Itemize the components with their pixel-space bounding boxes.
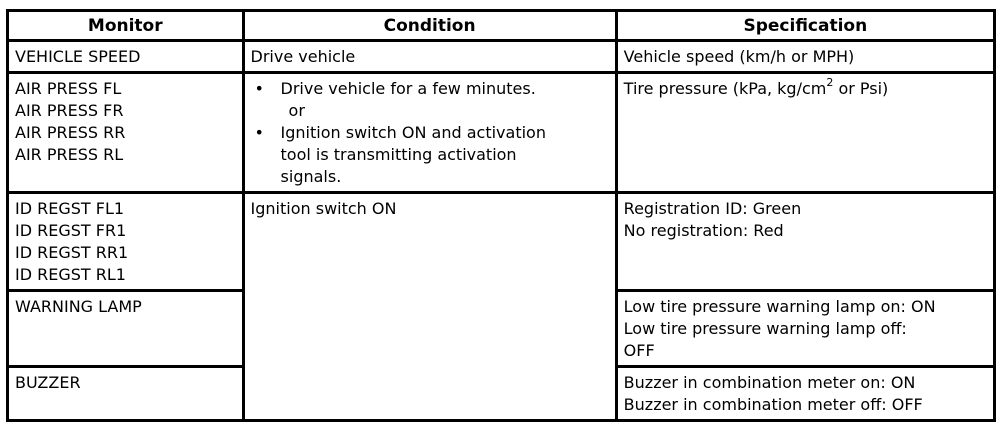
specification-cell: Vehicle speed (km/h or MPH) xyxy=(616,41,994,73)
table-row-id-regst xyxy=(8,193,995,291)
spec-line: Low tire pressure warning lamp off: xyxy=(623,319,907,338)
condition-bullet-item xyxy=(251,78,609,100)
monitor-item: ID REGST RL1 xyxy=(15,265,126,284)
specification-cell xyxy=(616,367,994,421)
condition-text: Drive vehicle for a few minutes. xyxy=(280,79,536,98)
specification-cell xyxy=(616,291,994,367)
header-row xyxy=(8,11,995,41)
monitor-item: ID REGST FR1 xyxy=(15,221,127,240)
bullet-icon: • xyxy=(254,79,264,98)
spec-line: Buzzer in combination meter on: ON xyxy=(623,373,916,392)
condition-cell: Drive vehicle xyxy=(243,41,616,73)
spec-table-container xyxy=(6,9,996,422)
condition-text: Ignition switch ON and activation xyxy=(280,123,546,142)
bullet-icon: • xyxy=(254,123,264,142)
monitor-item: ID REGST FL1 xyxy=(15,199,125,218)
condition-or: or xyxy=(288,101,305,120)
specification-cell xyxy=(616,73,994,193)
monitor-spec-table xyxy=(6,9,996,422)
condition-list xyxy=(251,122,609,188)
spec-superscript: 2 xyxy=(826,75,834,89)
table-row-vehicle-speed xyxy=(8,41,995,73)
header-monitor: Monitor xyxy=(8,11,244,41)
condition-bullet-item xyxy=(251,122,609,188)
condition-cell xyxy=(243,73,616,193)
spec-line: No registration: Red xyxy=(623,221,784,240)
monitor-item: AIR PRESS FR xyxy=(15,101,124,120)
monitor-item: AIR PRESS RR xyxy=(15,123,126,142)
spec-line: Buzzer in combination meter off: OFF xyxy=(623,395,923,414)
monitor-item: AIR PRESS RL xyxy=(15,145,124,164)
monitor-item: AIR PRESS FL xyxy=(15,79,122,98)
condition-text: tool is transmitting activation xyxy=(280,145,517,164)
spec-text: Tire pressure (kPa, kg/cm xyxy=(623,79,827,98)
monitor-item: ID REGST RR1 xyxy=(15,243,129,262)
condition-list xyxy=(251,78,609,100)
monitor-cell: WARNING LAMP xyxy=(8,291,244,367)
spec-text: or Psi) xyxy=(833,79,889,98)
monitor-cell: VEHICLE SPEED xyxy=(8,41,244,73)
monitor-cell xyxy=(8,193,244,291)
condition-text: signals. xyxy=(280,167,342,186)
table-row-air-press xyxy=(8,73,995,193)
specification-cell xyxy=(616,193,994,291)
spec-line: Low tire pressure warning lamp on: ON xyxy=(623,297,936,316)
spec-line: OFF xyxy=(623,341,655,360)
monitor-cell xyxy=(8,73,244,193)
condition-cell: Ignition switch ON xyxy=(243,193,616,421)
header-condition: Condition xyxy=(243,11,616,41)
monitor-cell: BUZZER xyxy=(8,367,244,421)
header-specification: Specification xyxy=(616,11,994,41)
spec-line: Registration ID: Green xyxy=(623,199,802,218)
